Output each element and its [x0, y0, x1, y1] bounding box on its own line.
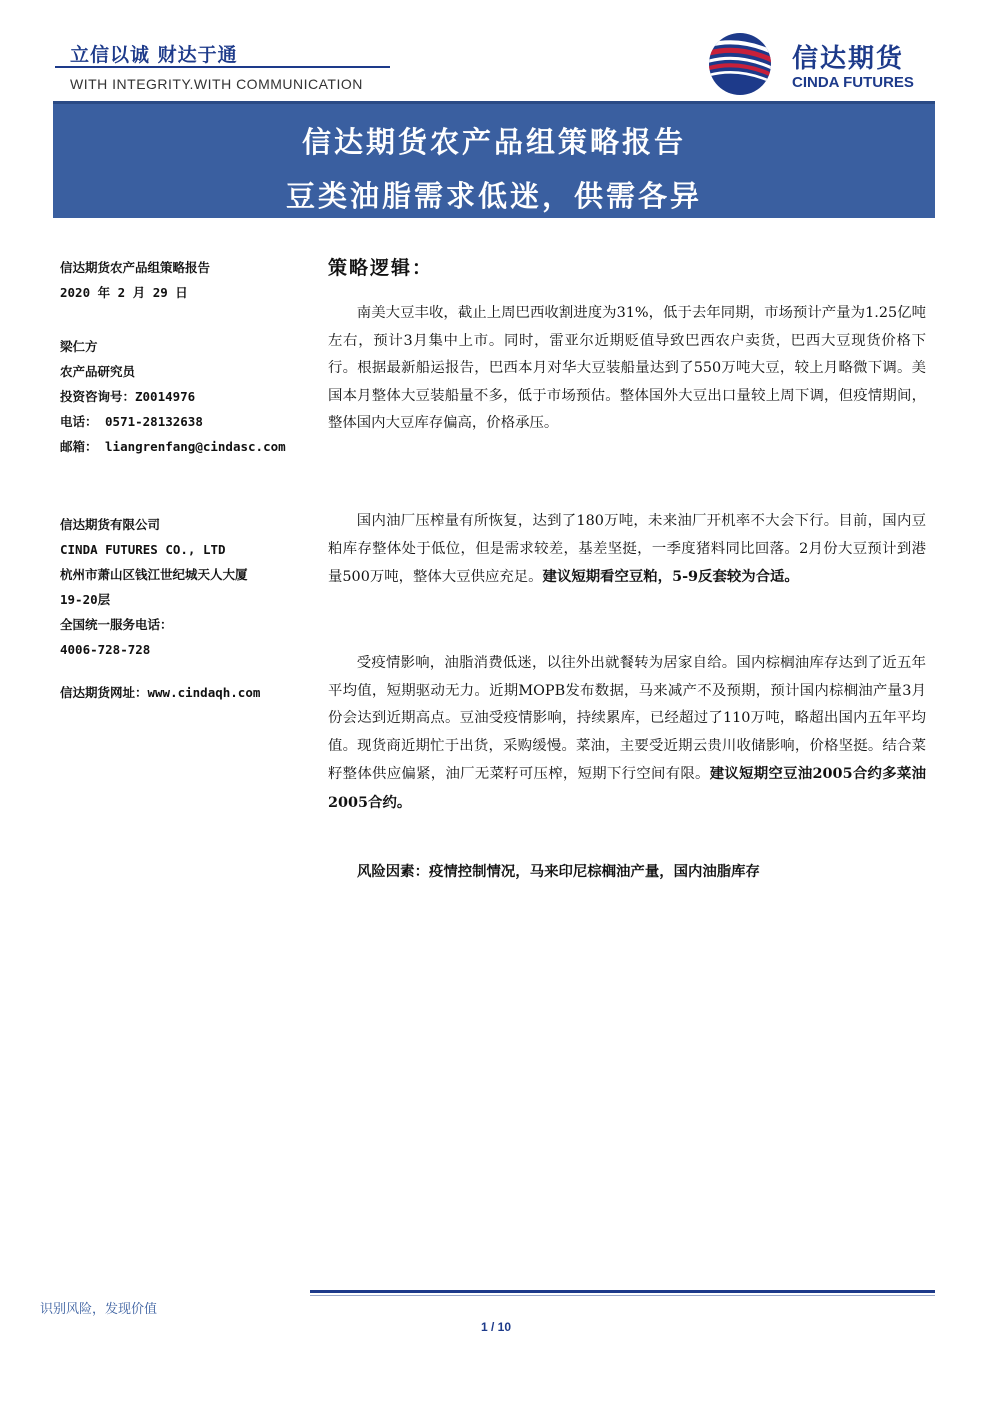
page-number: 1 / 10 [480, 1320, 512, 1334]
analyst-phone: 电话： 0571-28132638 [60, 414, 203, 429]
analyst-title: 农产品研究员 [60, 364, 136, 379]
footer-divider-thin [310, 1295, 935, 1296]
hotline-number: 4006-728-728 [60, 642, 151, 657]
header-divider [55, 66, 390, 68]
analyst-email[interactable]: 邮箱： liangrenfang@cindasc.com [60, 439, 286, 454]
report-meta [60, 255, 300, 305]
footer-divider [310, 1290, 935, 1293]
footer-slogan: 识别风险，发现价值 [40, 1302, 158, 1317]
paragraph-soymeal-text: 国内油厂压榨量有所恢复，达到了180万吨，未来油厂开机率不大会下行。目前，国内豆粕库存整体处于低位，但是需求较差，基差坚挺，一季度猪料同比回落。2月份大豆预计到港量500万吨，整体大豆供应充足。 [328, 513, 926, 585]
report-subtitle: 豆类油脂需求低迷，供需各异 [285, 179, 702, 213]
analyst-license: 投资咨询号：Z0014976 [60, 389, 196, 404]
cinda-logo [700, 32, 940, 96]
website-info [60, 680, 300, 705]
report-date: 2020 年 2 月 29 日 [60, 285, 188, 300]
paragraph-oils [328, 650, 926, 817]
header-slogan-cn: 立信以诚 财达于通 [70, 44, 238, 66]
cinda-globe-icon [700, 32, 782, 96]
company-address-1: 杭州市萧山区钱江世纪城天人大厦 [60, 567, 248, 582]
logo-text-en: CINDA FUTURES [792, 74, 914, 91]
soymeal-recommendation: 建议短期看空豆粕，5-9反套较为合适。 [542, 568, 799, 585]
company-name-en: CINDA FUTURES CO., LTD [60, 542, 226, 557]
company-info [60, 512, 300, 662]
oils-recommendation: 建议短期空豆油2005合约多菜油2005合约。 [328, 765, 926, 811]
title-banner [53, 101, 935, 218]
paragraph-soymeal [328, 508, 926, 592]
hotline-label: 全国统一服务电话： [60, 617, 173, 632]
report-name: 信达期货农产品组策略报告 [60, 260, 211, 275]
company-name-cn: 信达期货有限公司 [60, 517, 161, 532]
analyst-info [60, 334, 300, 459]
paragraph-soybean: 南美大豆丰收，截止上周巴西收割进度为31%，低于去年同期，市场预计产量为1.25亿吨左右，预计3月集中上市。同时，雷亚尔近期贬值导致巴西农户卖货，巴西大豆现货价格下行。根据最新船运报告，巴西本月对华大豆装船量达到了550万吨大豆，较上月略微下调。美国本月整体大豆装船量不多，低于市场预估。整体国外大豆出口量较上周下调，但疫情期间，整体国内大豆库存偏高，价格承压。 [328, 305, 926, 431]
logo-text-cn: 信达期货 [792, 44, 905, 74]
risk-factors: 风险因素：疫情控制情况，马来印尼棕榈油产量，国内油脂库存 [357, 863, 760, 880]
analyst-name: 梁仁方 [60, 339, 98, 354]
company-address-2: 19-20层 [60, 592, 111, 607]
paragraph-oils-text: 受疫情影响，油脂消费低迷，以往外出就餐转为居家自给。国内棕榈油库存达到了近五年平均值，短期驱动无力。近期MOPB发布数据，马来减产不及预期，预计国内棕榈油产量3月份会达到近期高点。豆油受疫情影响，持续累库，已经超过了110万吨，略超出国内五年平均值。现货商近期忙于出货，采购缓慢。菜油，主要受近期云贵川收储影响，价格坚挺。结合菜籽整体供应偏紧，油厂无菜籽可压榨，短期下行空间有限。 [328, 655, 926, 782]
header-slogan-en: WITH INTEGRITY.WITH COMMUNICATION [70, 76, 363, 92]
strategy-heading: 策略逻辑： [328, 257, 434, 279]
report-title: 信达期货农产品组策略报告 [301, 125, 686, 159]
company-website[interactable]: 信达期货网址：www.cindaqh.com [60, 685, 261, 700]
